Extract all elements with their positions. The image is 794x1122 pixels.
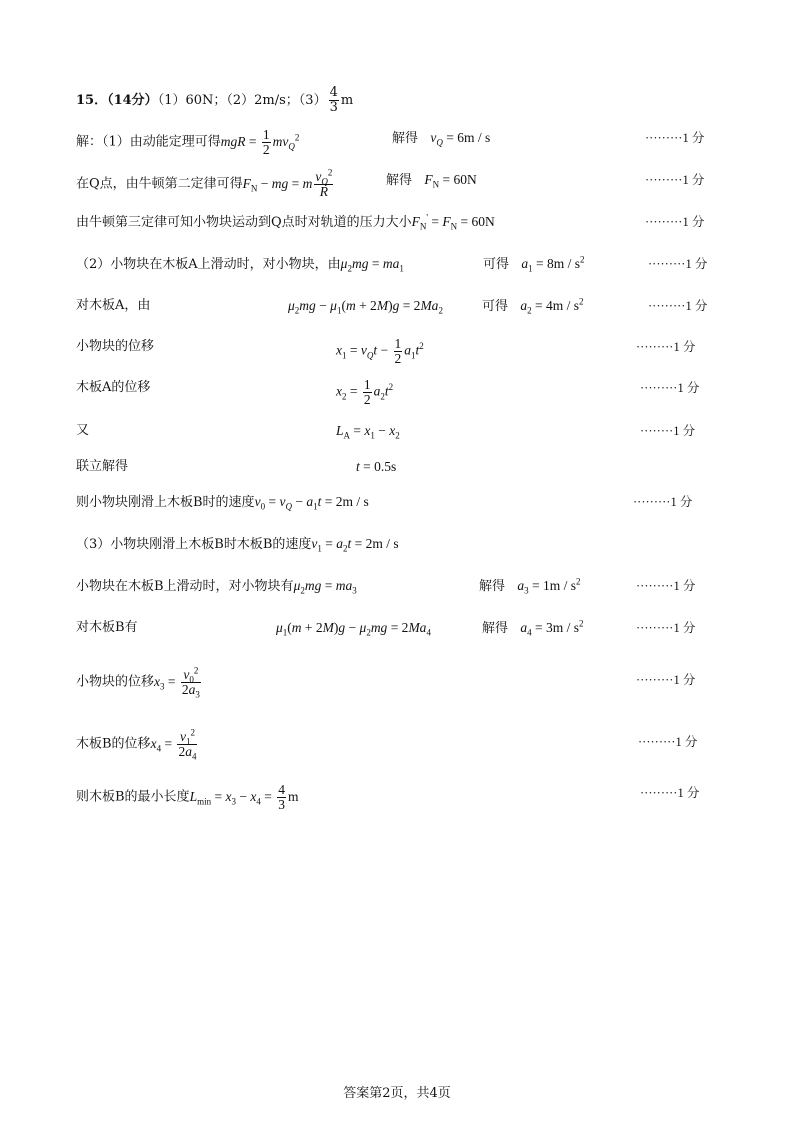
step-board-a-displacement-label: 木板A的位移 — [76, 380, 151, 395]
step-v0: 则小物块刚滑上木板B时的速度$v_0 = v_Q - a_1t = 2m / s$ — [76, 494, 369, 512]
result-a3: 解得 $a_3 = 1m / s^2$ — [479, 576, 581, 596]
page-footer: 答案第2页，共4页 — [343, 1086, 451, 1101]
score-13: ·········1 分 — [636, 621, 696, 635]
score-6: ·········1 分 — [636, 340, 696, 354]
step-block-on-b: 小物块在木板B上滑动时，对小物块有$\mu_2mg = ma_3$ — [76, 578, 357, 596]
formula-board-b: $\mu_1(m + 2M)g - \mu_2mg = 2Ma_4$ — [276, 620, 431, 638]
step-board-b-label: 对木板B有 — [76, 620, 138, 635]
step-board-a-label: 对木板A，由 — [76, 298, 151, 313]
formula-t: t = 0.5s — [356, 459, 397, 474]
step-lmin: 则木板B的最小长度$L_{min} = x_3 - x_4$ = $\frac{4}{3}$ m — [76, 782, 299, 812]
step-energy-theorem: 解：（1）由动能定理可得mgR = $\frac{1}{2}$ $mv_Q^2$ — [76, 127, 300, 157]
score-12: ·········1 分 — [636, 579, 696, 593]
result-vq: 解得 $v_Q = 6m / s$ — [392, 130, 491, 148]
result-a2: 可得 $a_2 = 4m / s^2$ — [482, 296, 584, 316]
answer3-unit: m — [340, 93, 354, 108]
formula-x1: $x_1 = v_Qt$ − $\frac{1}{2}$ $a_1t^2$ — [336, 336, 424, 366]
score-8: ········1 分 — [640, 424, 696, 438]
problem-header — [76, 86, 353, 115]
formula-x2: $x_2$ = $\frac{1}{2}$ $a_2t^2$ — [336, 377, 394, 407]
score-10: ·········1 分 — [633, 495, 693, 509]
score-4: ·········1 分 — [648, 257, 708, 271]
score-15: ·········1 分 — [638, 735, 698, 749]
score-16: ·········1 分 — [640, 786, 700, 800]
result-fn: 解得 $F_N = 60N$ — [386, 172, 477, 190]
score-3: ·········1 分 — [645, 215, 705, 229]
step-block-displacement-label: 小物块的位移 — [76, 339, 155, 354]
score-5: ·········1 分 — [648, 299, 708, 313]
score-1: ·········1 分 — [645, 131, 705, 145]
formula-board-a: $\mu_2mg - \mu_1(m + 2M)g = 2Ma_2$ — [288, 298, 443, 316]
formula-la: $L_A = x_1 - x_2$ — [336, 423, 400, 441]
step-newton-second: 在Q点，由牛顿第二定律可得$F_N$ − mg = m $\frac{v_Q^2}{R}$ — [76, 170, 335, 199]
formula-newton-q: $F_N$ − mg = m $\frac{v_Q^2}{R}$ — [242, 167, 333, 199]
step-x4: 木板B的位移$x_4$ = $\frac{v_1^2}{2a_4}$ — [76, 727, 197, 762]
step-newton-third: 由牛顿第三定律可知小物块运动到Q点时对轨道的压力大小$F_N' = F_N = 60N$ — [76, 212, 495, 232]
formula-energy: mgR = $\frac{1}{2}$ $mv_Q^2$ — [220, 127, 300, 157]
answer3-fraction: $\frac{4}{3}$ — [329, 85, 338, 115]
score-7: ·········1 分 — [640, 381, 700, 395]
problem-number: 15． — [76, 93, 108, 108]
score-14: ·········1 分 — [636, 673, 696, 687]
step-block-on-a: （2）小物块在木板A上滑动时，对小物块，由$\mu_2mg = ma_1$ — [76, 256, 404, 274]
step-solve-label: 联立解得 — [76, 459, 129, 474]
problem-points: （14分） — [107, 93, 158, 108]
step-v1: （3）小物块刚滑上木板B时木板B的速度$v_1 = a_2t = 2m / s$ — [76, 536, 399, 554]
score-2: ·········1 分 — [645, 173, 705, 187]
result-a4: 解得 $a_4 = 3m / s^2$ — [482, 618, 584, 638]
step-x3: 小物块的位移$x_3$ = $\frac{v_0^2}{2a_3}$ — [76, 665, 200, 700]
answer-summary: （1）60N；（2）2m/s；（3） — [157, 93, 327, 108]
step-length-label: 又 — [76, 423, 90, 438]
result-a1: 可得 $a_1 = 8m / s^2$ — [483, 254, 585, 274]
